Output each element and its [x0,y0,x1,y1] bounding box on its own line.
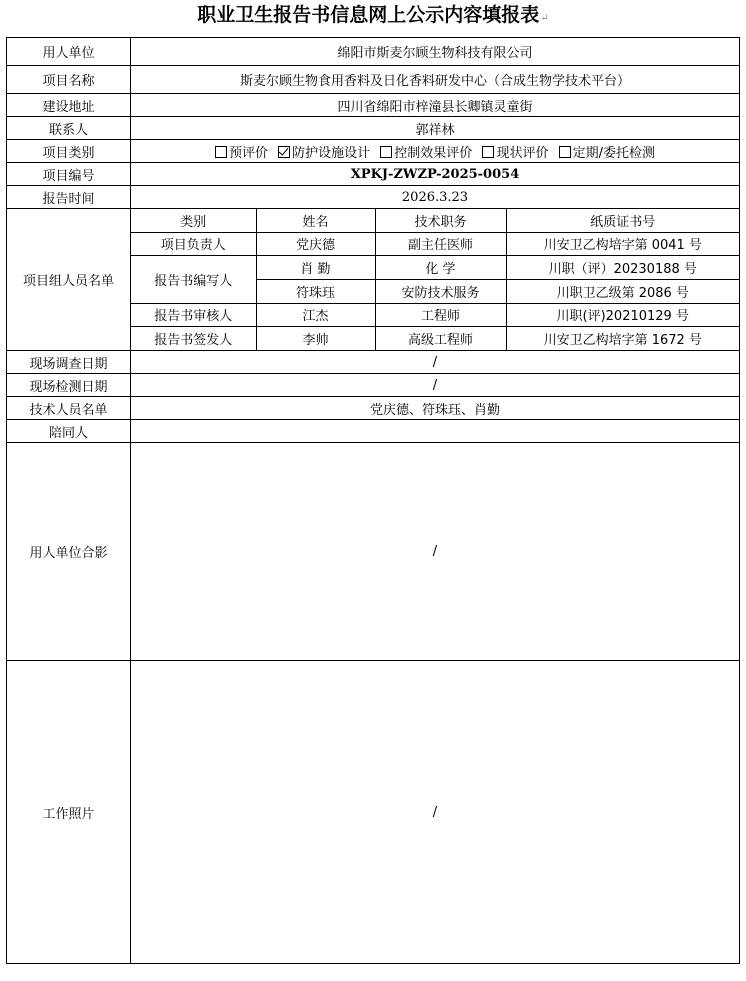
page-title [0,2,746,32]
reviewer-role: 报告书审核人 [131,303,256,327]
disclosure-form-table [6,37,740,964]
contact-label: 联系人 [7,117,131,140]
checkbox-icon[interactable] [380,146,392,158]
address-value: 四川省绵阳市梓潼县长卿镇灵童街 [131,94,740,117]
title-text: 职业卫生报告书信息网上公示内容填报表 [197,4,540,26]
team-row-leader [131,232,739,256]
row-contact [7,117,740,140]
signer-role: 报告书签发人 [131,327,256,350]
checkbox-icon[interactable] [559,146,571,158]
row-address [7,94,740,117]
row-project-type [7,140,740,163]
writer2-name: 符珠珏 [256,279,375,303]
type-option-pre-eval[interactable]: 预评价 [215,146,268,161]
checkbox-icon[interactable] [482,146,494,158]
group-photo-label: 用人单位合影 [7,443,131,661]
row-project-no [7,163,740,186]
paragraph-mark-icon: ↵ [540,13,549,24]
row-test-date [7,374,740,397]
team-row-signer [131,327,739,350]
writer2-cert: 川职卫乙级第 2086 号 [506,279,739,303]
project-no-label: 项目编号 [7,163,131,186]
writer2-title: 安防技术服务 [375,279,506,303]
type-option-control-eval[interactable]: 控制效果评价 [380,146,472,161]
team-header-cert: 纸质证书号 [506,209,739,232]
signer-cert: 川安卫乙构培字第 1672 号 [506,327,739,350]
team-label: 项目组人员名单 [7,209,131,351]
team-row-writer-1 [131,256,739,280]
leader-name: 党庆德 [256,232,375,256]
project-type-label: 项目类别 [7,140,131,163]
type-option-status-eval[interactable]: 现状评价 [482,146,548,161]
project-name-value: 斯麦尔顾生物食用香料及日化香料研发中心（合成生物学技术平台） [131,66,740,94]
row-report-time [7,186,740,209]
row-employer [7,38,740,66]
employer-value: 绵阳市斯麦尔顾生物科技有限公司 [131,38,740,66]
type-option-protection-design[interactable]: 防护设施设计 [278,146,370,161]
employer-label: 用人单位 [7,38,131,66]
reviewer-title: 工程师 [375,303,506,327]
team-row-reviewer [131,303,739,327]
team-table [131,209,739,350]
report-time-label: 报告时间 [7,186,131,209]
contact-value: 郭祥林 [131,117,740,140]
leader-cert: 川安卫乙构培字第 0041 号 [506,232,739,256]
row-companion [7,420,740,443]
leader-title: 副主任医师 [375,232,506,256]
survey-date-label: 现场调查日期 [7,351,131,374]
signer-title: 高级工程师 [375,327,506,350]
writer1-name: 肖 勤 [256,256,375,280]
test-date-label: 现场检测日期 [7,374,131,397]
writer1-cert: 川职（评）20230188 号 [506,256,739,280]
team-cell [131,209,740,351]
work-photo-value: / [131,661,740,964]
writer1-title: 化 学 [375,256,506,280]
writer-role: 报告书编写人 [131,256,256,303]
reviewer-name: 江杰 [256,303,375,327]
report-time-value: 2026.3.23 [131,186,740,209]
row-group-photo [7,443,740,661]
checkbox-icon[interactable] [215,146,227,158]
tech-staff-label: 技术人员名单 [7,397,131,420]
group-photo-value: / [131,443,740,661]
work-photo-label: 工作照片 [7,661,131,964]
team-header-role: 类别 [131,209,256,232]
type-option-periodic-test[interactable]: 定期/委托检测 [559,146,655,161]
companion-label: 陪同人 [7,420,131,443]
row-project-name [7,66,740,94]
project-no-value: XPKJ-ZWZP-2025-0054 [131,163,740,186]
address-label: 建设地址 [7,94,131,117]
tech-staff-value: 党庆德、符珠珏、肖勤 [131,397,740,420]
leader-role: 项目负责人 [131,232,256,256]
reviewer-cert: 川职(评)20210129 号 [506,303,739,327]
project-name-label: 项目名称 [7,66,131,94]
row-survey-date [7,351,740,374]
companion-value [131,420,740,443]
survey-date-value: / [131,351,740,374]
test-date-value: / [131,374,740,397]
checkbox-checked-icon[interactable] [278,146,290,158]
team-header-row [131,209,739,232]
row-work-photo [7,661,740,964]
signer-name: 李帅 [256,327,375,350]
project-type-options [131,140,740,163]
team-header-name: 姓名 [256,209,375,232]
row-team [7,209,740,351]
team-header-title: 技术职务 [375,209,506,232]
row-tech-staff [7,397,740,420]
